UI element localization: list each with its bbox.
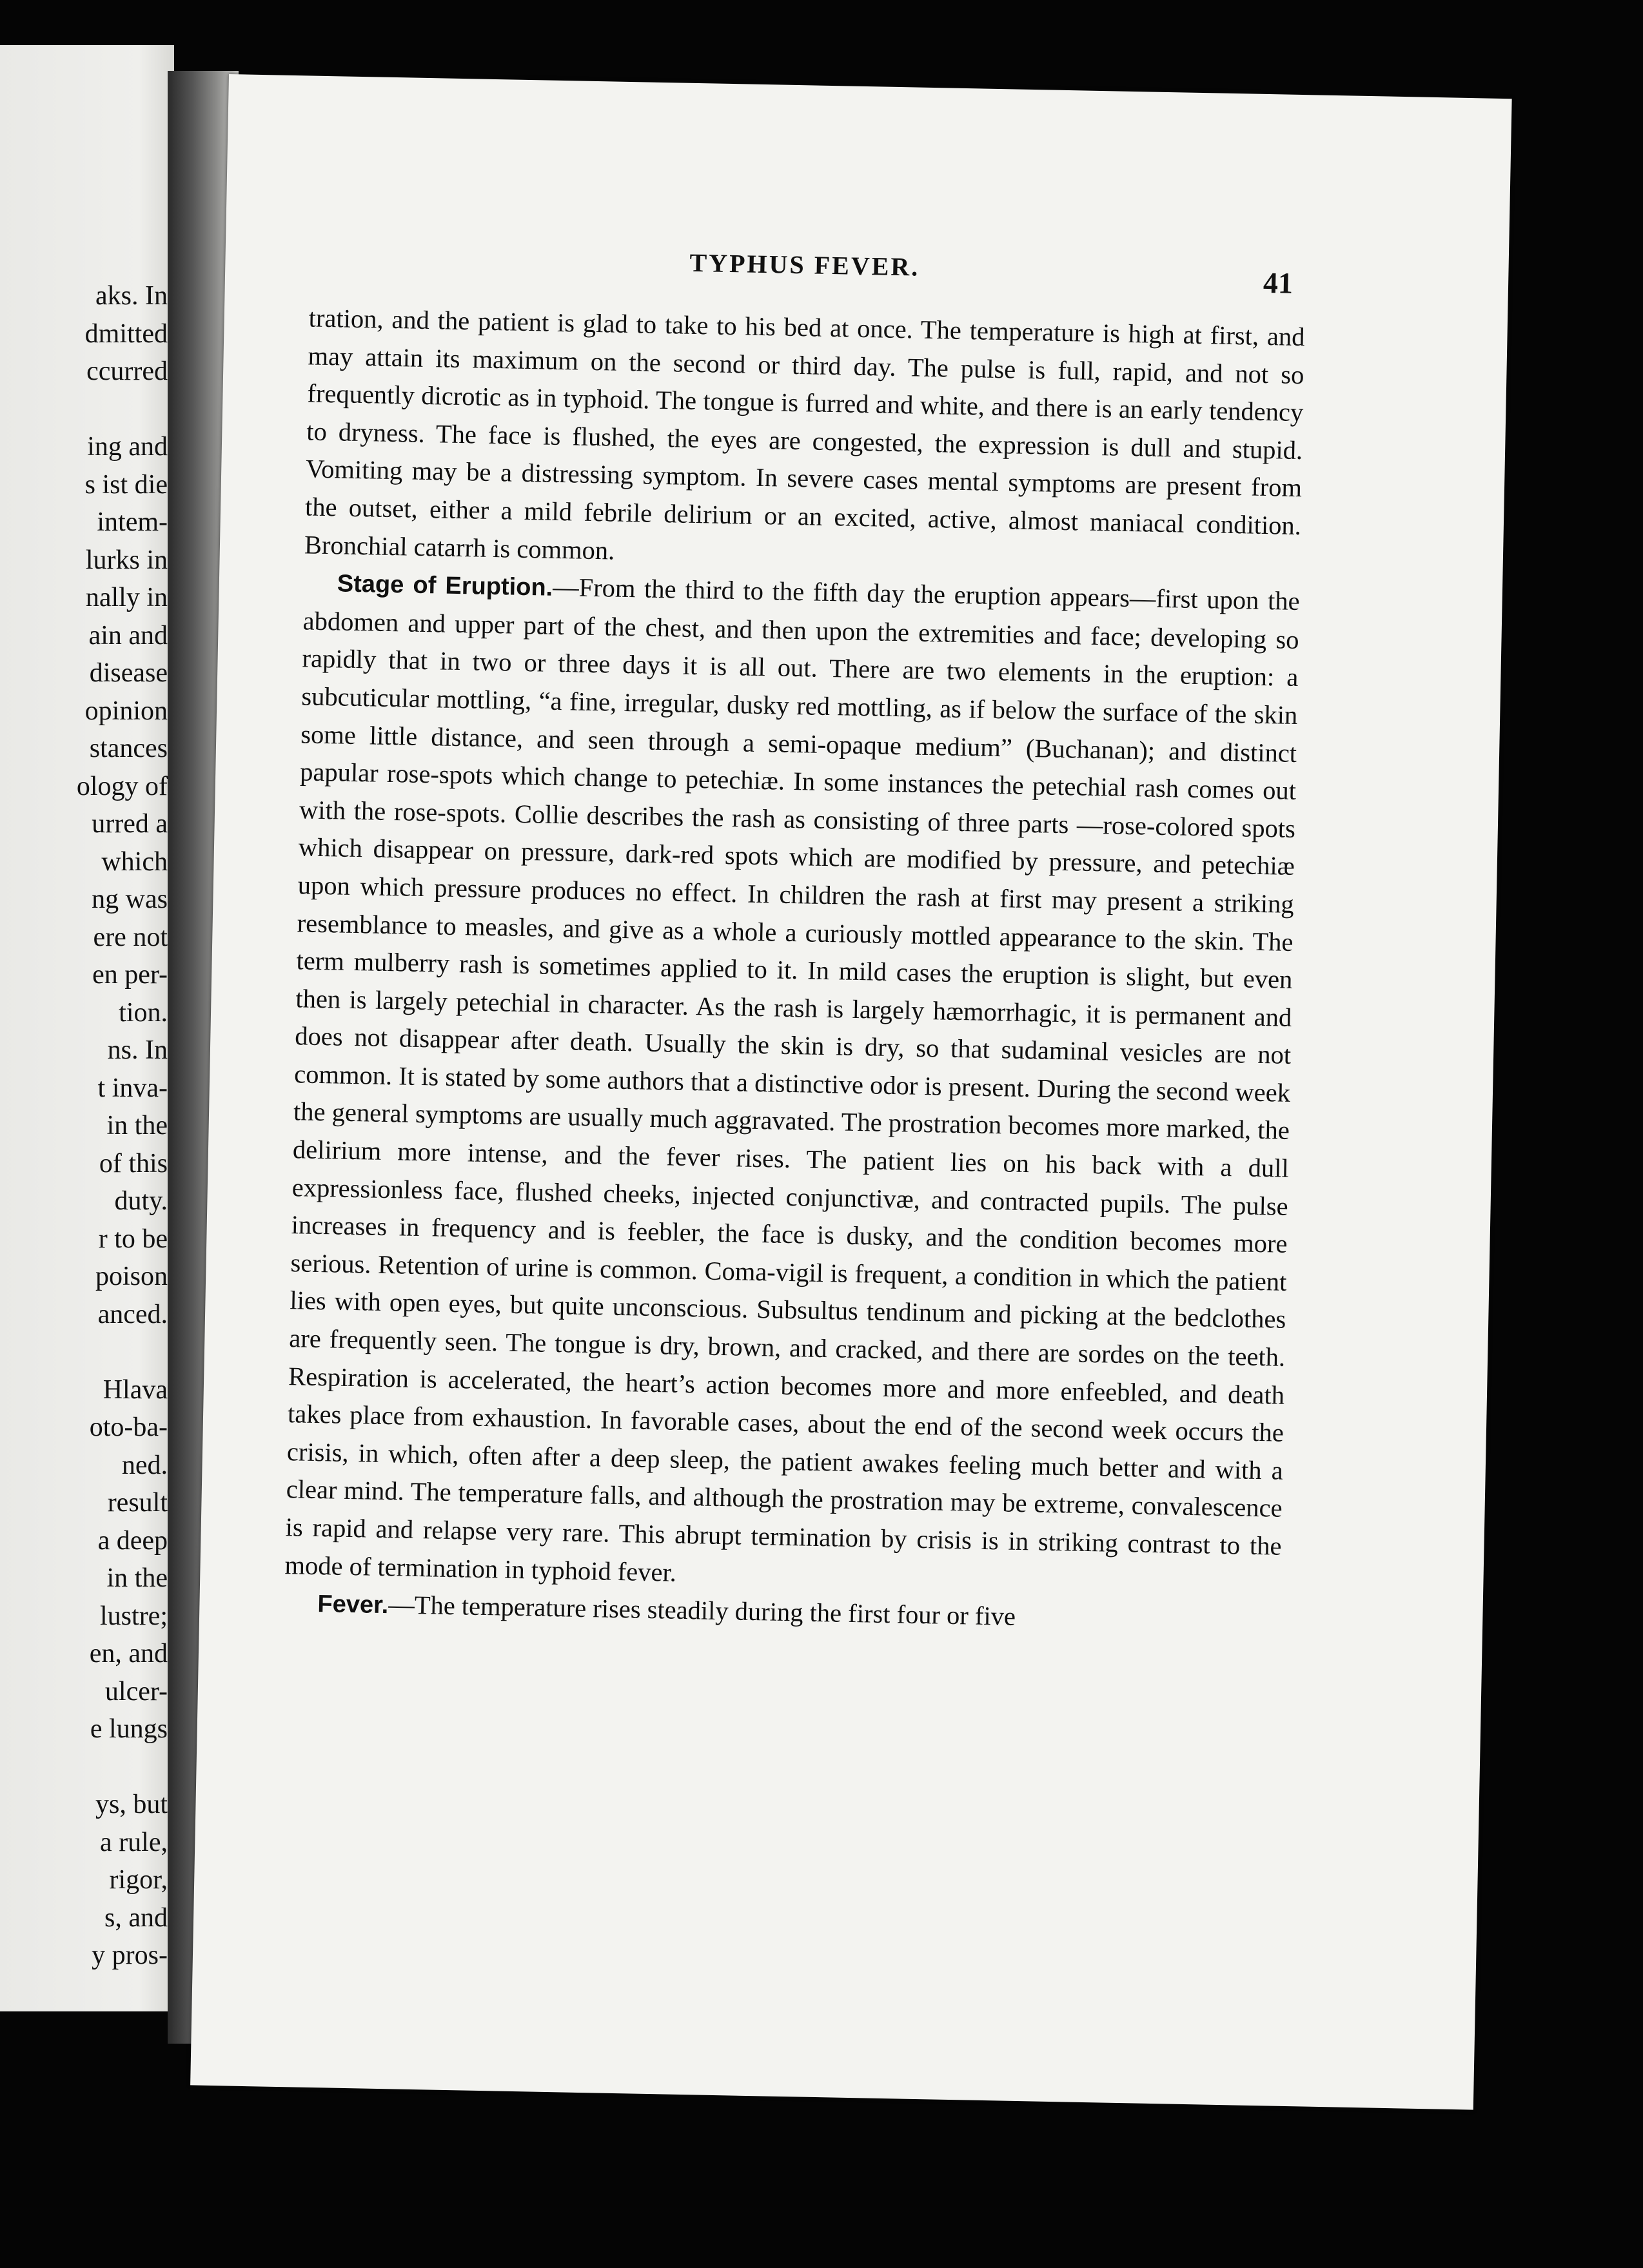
left-page-line: poison <box>95 1262 168 1291</box>
left-page-line: s, and <box>104 1902 168 1933</box>
left-page-line: ng was <box>92 885 168 914</box>
left-page-line: ing and <box>87 432 168 462</box>
left-page-line: s ist die <box>84 469 168 500</box>
left-page-line: r to be <box>98 1224 168 1254</box>
left-facing-page <box>0 45 174 2011</box>
left-page-line: rigor, <box>109 1865 168 1895</box>
left-page-line: ology of <box>76 771 168 801</box>
paragraph-continuation: tration, and the patient is glad to take to his bed at once. The temperature is high at first, and may attain its maximum on the second or third day. The pulse is full, rapid, and not so frequently dicrotic as in typhoid. The tongue is furred and white, and there is an early tendency to dryness. The face is flushed, the eyes are congested, the expression is dull and stupid. Vomiting may be a distressing symptom. In severe cases mental symptoms are present from the outset, either a mild febrile delirium or an excited, active, almost maniacal condition. Bronchial catarrh is common. <box>304 303 1305 565</box>
left-page-line: ccurred <box>86 357 168 386</box>
left-page-line: duty. <box>114 1186 168 1216</box>
left-page-line: ned. <box>121 1450 168 1480</box>
right-page <box>190 74 1512 2110</box>
left-page-line: in the <box>106 1563 168 1593</box>
left-page-blank-line <box>0 1748 168 1786</box>
left-page-line: a rule, <box>100 1827 168 1857</box>
left-page-line: lurks in <box>85 545 168 575</box>
left-page-line: stances <box>89 734 168 763</box>
left-page-line: aks. In <box>95 281 168 311</box>
paragraph-stage-of-eruption-text: —From the third to the fifth day the eruption appears—first upon the abdomen and upper part of the chest, and then upon the extremities and face; developing so rapidly that in two or three days it is all out. There are two elements in the eruption: a subcuticular mottling, “a fine, irregular, dusky red mottling, as if below the surface of the skin some little distance, and seen through a semi-opaque medium” (Buchanan); and distinct papular rose-spots which change to petechiæ. In some instances the petechial rash comes out with the rose-spots. Collie describes the rash as consisting of three parts —rose-colored spots which disappear on pressure, dark-red spots which are modified by pressure, and petechiæ upon which pressure produces no effect. In children the rash at first may present a striking resemblance to measles, and give as a whole a curiously mottled appearance to the skin. The term mulberry rash is sometimes applied to it. In mild cases the eruption is slight, but even then is largely petechial in character. As the rash is largely hæmorrhagic, it is permanent and does not disappear after death. Usually the skin is dry, so that sudaminal vesicles are not common. It is stated by some authors that a distinctive odor is present. During the second week the general symptoms are usually much aggravated. The prostration becomes more marked, the delirium more intense, and the fever rises. The patient lies on his back with a dull expressionless face, flushed cheeks, injected conjunctivæ, and contracted pupils. The pulse increases in frequency and is feebler, the face is dusky, and the condition becomes more serious. Retention of urine is common. Coma-vigil is frequent, a condition in which the patient lies with open eyes, but quite unconscious. Subsultus tendinum and picking at the bedclothes are frequently seen. The tongue is dry, brown, and cracked, and there are sordes on the teeth. Respiration is accelerated, the heart’s action becomes more and more enfeebled, and death takes place from exhaustion. In favorable cases, about the end of the second week occurs the crisis, in which, often after a deep sleep, the patient awakes feeling much better and with a clear mind. The temperature falls, and although the prostration may be extreme, convalescence is rapid and relapse very rare. This abrupt termination by crisis is in striking contrast to the mode of termination in typhoid fever. <box>284 572 1301 1587</box>
left-page-line: y pros- <box>92 1941 168 1970</box>
left-page-blank-line <box>0 391 168 429</box>
left-page-line: result <box>107 1488 168 1518</box>
body-text <box>284 299 1305 1641</box>
section-heading-fever: Fever. <box>317 1590 389 1619</box>
left-page-blank-line <box>0 1333 168 1371</box>
left-page-line: nally in <box>85 583 168 612</box>
left-page-line: anced. <box>97 1299 168 1329</box>
left-page-line: which <box>101 846 168 877</box>
left-page-line: en per- <box>92 960 168 990</box>
left-page-line: en, and <box>89 1639 168 1668</box>
left-page-line: t inva- <box>97 1073 168 1103</box>
left-page-line: a deep <box>97 1525 168 1556</box>
left-page-line: of this <box>99 1148 168 1178</box>
paragraph-fever-text: —The temperature rises steadily during the first four or five <box>388 1590 1016 1632</box>
left-page-line: oto-ba- <box>89 1413 168 1442</box>
left-page-line: intem- <box>97 507 168 537</box>
left-page-line: tion. <box>119 997 168 1028</box>
page-number: 41 <box>1263 266 1294 300</box>
left-page-line: Hlava <box>103 1374 168 1405</box>
left-page-line: ys, but <box>95 1790 168 1819</box>
left-page-line: in the <box>106 1111 168 1140</box>
left-page-line: urred a <box>92 809 168 839</box>
paragraph-stage-of-eruption <box>284 564 1300 1603</box>
left-page-line: lustre; <box>100 1601 168 1631</box>
section-heading-stage-of-eruption: Stage of Eruption. <box>337 570 553 601</box>
left-page-text-fragments <box>0 277 168 1975</box>
left-page-line: ns. In <box>107 1035 168 1065</box>
left-page-line: dmitted <box>84 318 168 349</box>
left-page-line: ulcer- <box>104 1676 168 1706</box>
left-page-line: ere not <box>93 922 168 952</box>
left-page-line: e lungs <box>90 1714 168 1744</box>
left-page-line: ain and <box>88 620 168 650</box>
left-page-line: opinion <box>84 696 168 726</box>
left-page-line: disease <box>89 658 168 688</box>
running-head: TYPHUS FEVER. <box>689 248 920 282</box>
